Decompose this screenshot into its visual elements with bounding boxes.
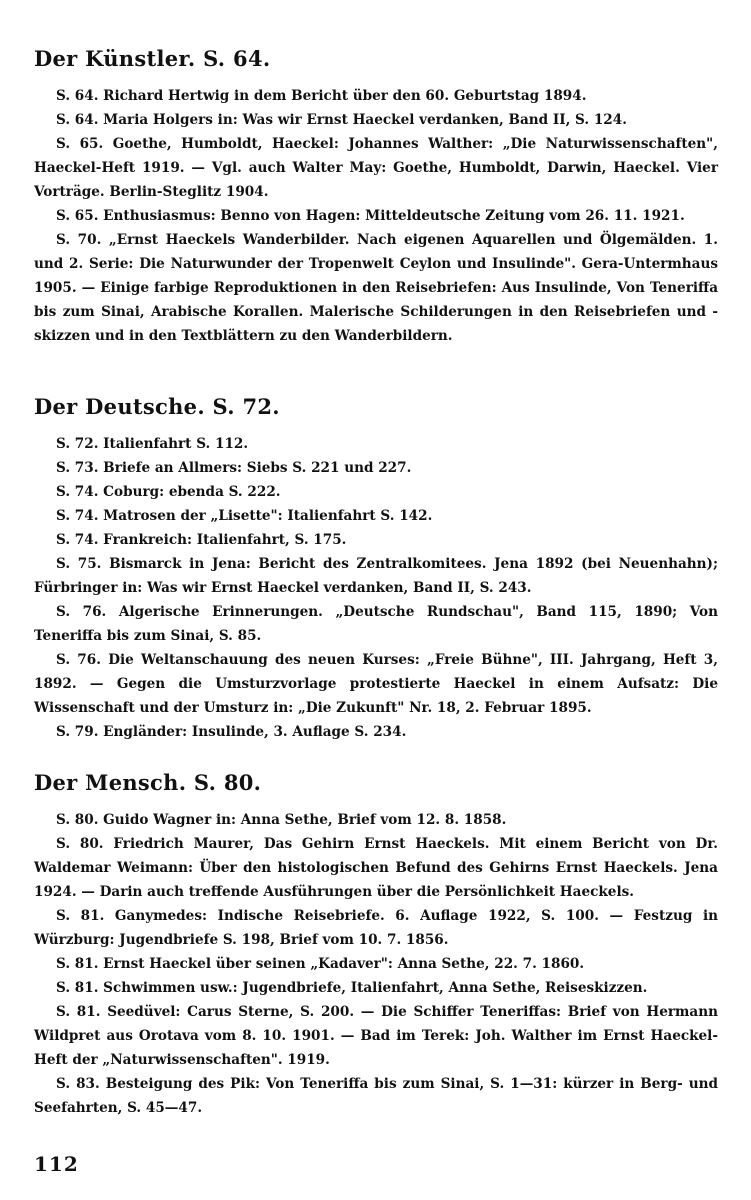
book-page [34,0,718,1200]
entry: S. 65. Enthusiasmus: Benno von Hagen: Mitteldeutsche Zeitung vom 26. 11. 1921. [56,208,685,224]
entry: S. 72. Italienfahrt S. 112. [56,436,249,452]
section-der-deutsche [34,394,718,744]
entry: S. 74. Matrosen der „Lisette": Italienfahrt S. 142. [56,508,433,524]
entry: S. 81. Seedüvel: Carus Sterne, S. 200. — Die Schiffer Teneriffas: Brief von Hermann Wildpret aus Orotava vom 8. 10. 1901. — Bad im Terek: Joh. Walther im Ernst Haeckel-Heft der „Naturwissenschaften". 1919. [34,1004,718,1068]
entry: S. 80. Friedrich Maurer, Das Gehirn Ernst Haeckels. Mit einem Bericht von Dr. Waldemar Weimann: Über den histologischen Befund des Gehirns Ernst Haeckels. Jena 1924. — Darin auch treffende Ausführungen über die Persönlichkeit Haeckels. [34,836,718,900]
entry: S. 64. Maria Holgers in: Was wir Ernst Haeckel verdanken, Band II, S. 124. [56,112,627,128]
section-der-kuenstler [34,46,718,348]
entry-list [34,432,718,744]
entry: S. 65. Goethe, Humboldt, Haeckel: Johannes Walther: „Die Naturwissenschaften", Haeckel-Heft 1919. — Vgl. auch Walter May: Goethe, Humboldt, Darwin, Haeckel. Vier Vorträge. Berlin-Steglitz 1904. [34,136,718,200]
entry: S. 81. Ernst Haeckel über seinen „Kadaver": Anna Sethe, 22. 7. 1860. [56,956,585,972]
entry: S. 74. Coburg: ebenda S. 222. [56,484,281,500]
entry: S. 70. „Ernst Haeckels Wanderbilder. Nach eigenen Aquarellen und Ölgemälden. 1. und 2. Serie: Die Naturwunder der Tropenwelt Ceylon und Insulinde". Gera-Untermhaus 1905. — Einige farbige Reproduktionen in den Reisebriefen: Aus Insulinde, Von Teneriffa bis zum Sinai, Arabische Korallen. Malerische Schilderungen in den Reisebriefen und -skizzen und in den Textblättern zu den Wanderbildern. [34,232,718,344]
entry: S. 83. Besteigung des Pik: Von Teneriffa bis zum Sinai, S. 1—31: kürzer in Berg- und Seefahrten, S. 45—47. [34,1076,718,1116]
entry: S. 76. Die Weltanschauung des neuen Kurses: „Freie Bühne", III. Jahrgang, Heft 3, 1892. — Gegen die Umsturzvorlage protestierte Haeckel in einem Aufsatz: Die Wissenschaft und der Umsturz in: „Die Zukunft" Nr. 18, 2. Februar 1895. [34,652,718,716]
entry-list [34,808,718,1120]
section-heading: Der Deutsche. S. 72. [34,394,280,419]
section-heading: Der Mensch. S. 80. [34,770,262,795]
page-number: 112 [34,1152,79,1176]
section-der-mensch [34,770,718,1120]
section-heading: Der Künstler. S. 64. [34,46,271,71]
entry: S. 79. Engländer: Insulinde, 3. Auflage S. 234. [56,724,407,740]
entry: S. 75. Bismarck in Jena: Bericht des Zentralkomitees. Jena 1892 (bei Neuenhahn); Fürbringer in: Was wir Ernst Haeckel verdanken, Band II, S. 243. [34,556,718,596]
entry: S. 81. Schwimmen usw.: Jugendbriefe, Italienfahrt, Anna Sethe, Reiseskizzen. [56,980,648,996]
entry: S. 81. Ganymedes: Indische Reisebriefe. 6. Auflage 1922, S. 100. — Festzug in Würzburg: Jugendbriefe S. 198, Brief vom 10. 7. 1856. [34,908,718,948]
entry-list [34,84,718,348]
entry: S. 73. Briefe an Allmers: Siebs S. 221 und 227. [56,460,412,476]
entry: S. 64. Richard Hertwig in dem Bericht über den 60. Geburtstag 1894. [56,88,587,104]
entry: S. 74. Frankreich: Italienfahrt, S. 175. [56,532,347,548]
entry: S. 80. Guido Wagner in: Anna Sethe, Brief vom 12. 8. 1858. [56,812,507,828]
entry: S. 76. Algerische Erinnerungen. „Deutsche Rundschau", Band 115, 1890; Von Teneriffa bis zum Sinai, S. 85. [34,604,718,644]
